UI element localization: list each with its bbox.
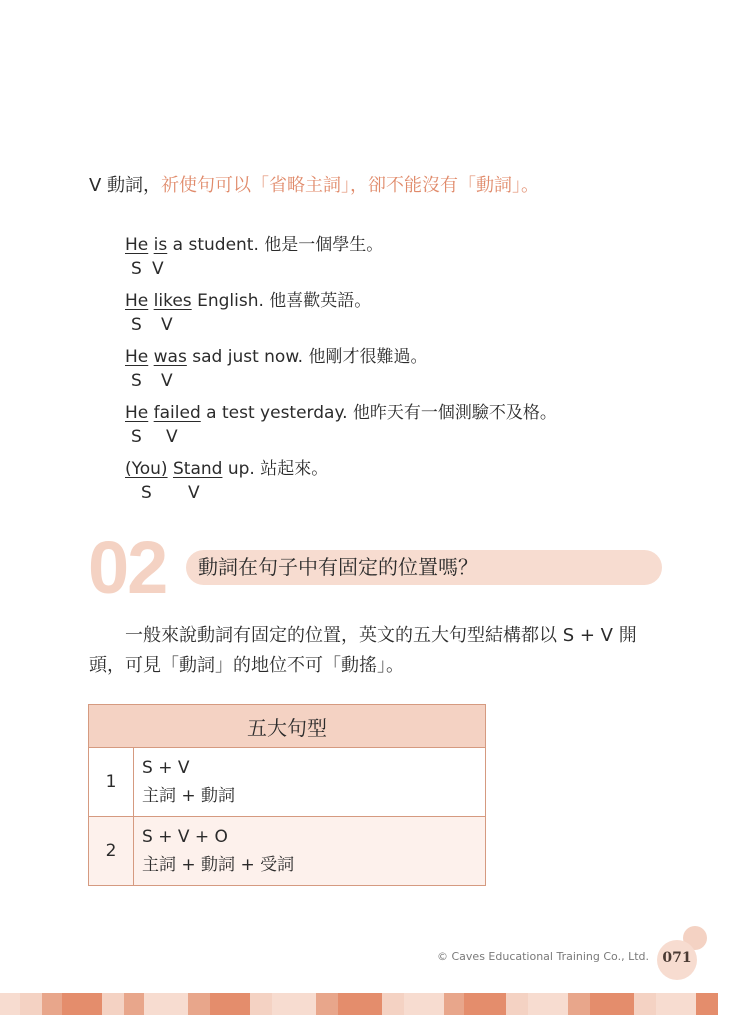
page-number: 071 [662,950,692,966]
body-paragraph: 一般來說動詞有固定的位置，英文的五大句型結構都以 S + V 開頭，可見「動詞」的地位不可「動搖」。 [89,625,637,676]
example-subject: He [125,403,149,423]
example-subject: He [125,347,149,367]
intro-line [89,172,539,200]
table-row [89,748,486,817]
stripe-segment [316,993,338,1015]
stripe-segment [528,993,568,1015]
stripe-segment [42,993,62,1015]
example-rest: a student. 他是一個學生。 [172,235,384,255]
example-rest: up. 站起來。 [227,459,329,479]
stripe-segment [696,993,718,1015]
stripe-segment [62,993,102,1015]
stripe-segment [506,993,528,1015]
stripe-segment [464,993,506,1015]
table-row [89,817,486,886]
row-formula: S + V [142,758,190,778]
row-number: 2 [89,817,134,886]
stripe-segment [444,993,464,1015]
stripe-segment [20,993,42,1015]
verb-marker: V [161,371,173,391]
subject-marker: S [131,427,142,447]
intro-prefix: V 動詞， [89,175,162,196]
example-rest: a test yesterday. 他昨天有一個測驗不及格。 [206,403,557,423]
stripe-segment [568,993,590,1015]
stripe-segment [656,993,696,1015]
copyright: © Caves Educational Training Co., Ltd. [437,950,650,963]
stripe-segment [0,993,20,1015]
footer-stripe [0,993,750,1015]
subject-marker: S [131,259,142,279]
stripe-segment [144,993,188,1015]
intro-highlight: 祈使句可以「省略主詞」，卻不能沒有「動詞」。 [161,175,540,196]
stripe-segment [250,993,272,1015]
verb-marker: V [188,483,200,503]
stripe-segment [338,993,382,1015]
example-subject: He [125,291,149,311]
sentence-pattern-table [88,704,486,886]
example-verb: likes [153,291,192,311]
section-title: 動詞在句子中有固定的位置嗎？ [198,555,478,579]
example-sentence [125,286,371,311]
stripe-segment [382,993,404,1015]
stripe-segment [124,993,144,1015]
example-subject: He [125,235,149,255]
subject-marker: S [131,371,142,391]
row-number: 1 [89,748,134,817]
stripe-segment [210,993,250,1015]
row-formula: S + V + O [142,827,228,847]
example-verb: was [153,347,187,367]
verb-marker: V [161,315,173,335]
stripe-segment [102,993,124,1015]
row-content [134,748,486,817]
example-subject: (You) [125,459,168,479]
example-verb: is [153,235,168,255]
row-meaning: 主詞 + 動詞 [142,786,236,806]
example-sentence [125,398,557,423]
example-sentence [125,454,328,479]
row-content [134,817,486,886]
example-rest: sad just now. 他剛才很難過。 [192,347,428,367]
example-sentence [125,342,427,367]
row-meaning: 主詞 + 動詞 + 受詞 [142,855,295,875]
example-rest: English. 他喜歡英語。 [197,291,372,311]
example-verb: failed [153,403,201,423]
verb-marker: V [152,259,164,279]
stripe-segment [404,993,444,1015]
stripe-segment [634,993,656,1015]
subject-marker: S [131,315,142,335]
stripe-segment [590,993,634,1015]
example-sentence [125,230,383,255]
verb-marker: V [166,427,178,447]
table-header: 五大句型 [89,705,486,748]
stripe-segment [272,993,316,1015]
stripe-segment [188,993,210,1015]
section-number: 02 [88,526,167,609]
subject-marker: S [141,483,152,503]
example-verb: Stand [172,459,223,479]
